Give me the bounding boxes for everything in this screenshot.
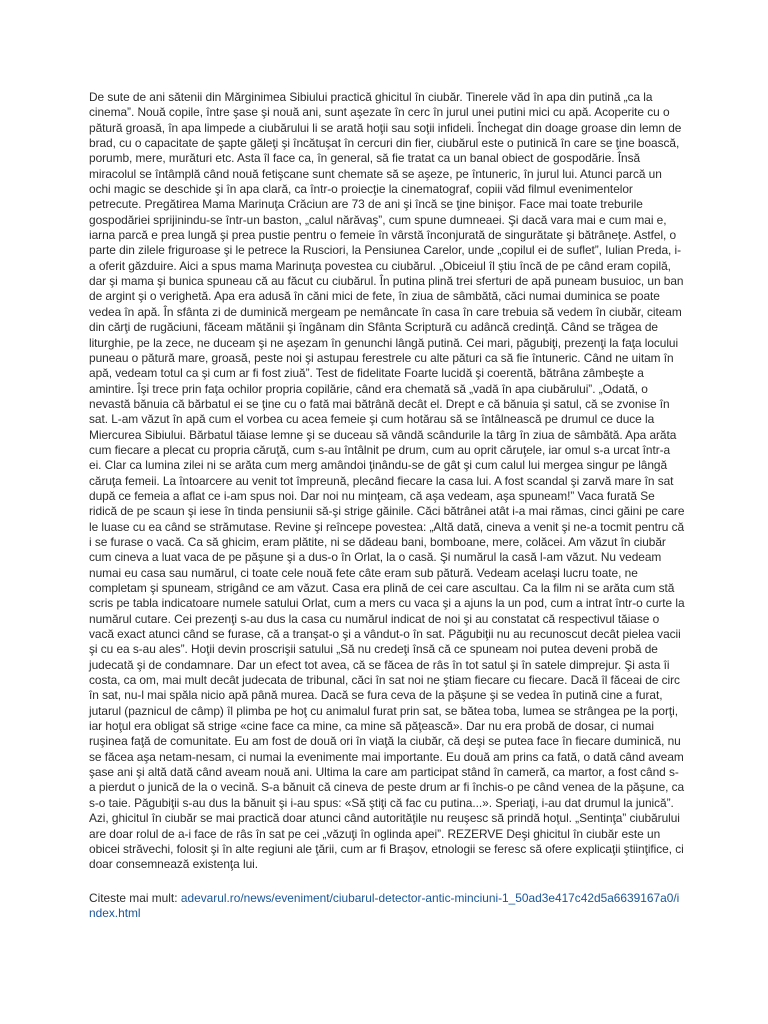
source-line	[89, 891, 685, 922]
source-link[interactable]: adevarul.ro/news/eveniment/ciubarul-detector-antic-minciuni-1_50ad3e417c42d5a6639167a0/index.html	[89, 890, 680, 920]
document-page	[89, 90, 685, 921]
source-label: Citeste mai mult:	[89, 890, 181, 905]
article-body-text: De sute de ani sătenii din Mărginimea Sibiului practică ghicitul în ciubăr. Tinerele văd în apa din putină „ca la cinema”. Nouă copile, între şase şi nouă ani, sunt aşezate în cerc în jurul unei putini mici cu apă. Acoperite cu o pătură groasă, în apa limpede a ciubărului li se arată hoţii sau soţii infideli. Închegat din doage groase din lemn de brad, cu o capacitate de şapte găleţi şi încătuşat în cercuri din fier, ciubărul este o putinică în care se ţine boască, porumb, mere, murături etc. Asta îl face ca, în general, să fie tratat ca un banal obiect de gospodărie. Însă miracolul se întâmplă când nouă fetişcane sunt chemate să se aşeze, pe întuneric, în jurul lui. Atunci parcă un ochi magic se deschide şi în apa clară, ca într-o proiecţie la cinematograf, copiii văd filmul evenimentelor petrecute. Pregătirea Mama Marinuţa Crăciun are 73 de ani şi încă se ţine binişor. Face mai toate treburile gospodăriei sprijinindu-se într-un baston, „calul nărăvaş”, cum spune dumneaei. Şi dacă vara mai e cum mai e, iarna parcă e prea lungă şi prea pustie pentru o femeie în vârstă înconjurată de singurătate şi bătrâneţe. Astfel, o parte din zilele friguroase şi le petrece la Rusciori, la Pensiunea Carelor, unde „copilul ei de suflet”, Iulian Preda, i-a oferit găzduire. Aici a spus mama Marinuţa povestea cu ciubărul. „Obiceiul îl ştiu încă de pe când eram copilă, dar şi mama şi bunica spuneau că au făcut cu ciubărul. În putina plină trei sferturi de apă puneam busuioc, un ban de argint şi o verighetă. Apa era adusă în căni mici de fete, în ziua de sâmbătă, căci numai duminica se poate vedea în apă. În sfânta zi de duminică mergeam pe nemâncate în casa în care trebuia să vedem în ciubăr, citeam din cărţi de rugăciuni, făceam mătănii şi îngânam din Sfânta Scriptură cu adâncă credinţă. Când se trăgea de liturghie, pe la zece, ne duceam şi ne aşezam în genunchi lângă putină. Cei mari, păgubiţi, prezenţi la faţa locului puneau o pătură mare, groasă, peste noi şi astupau ferestrele cu alte pături ca să fie întuneric. Când ne uitam în apă, vedeam totul ca şi cum ar fi fost ziuă”. Test de fidelitate Foarte lucidă şi coerentă, bătrâna zâmbeşte a amintire. Îşi trece prin faţa ochilor propria copilărie, când era chemată să „vadă în apa ciubărului”. „Odată, o nevastă bănuia că bărbatul ei se ţine cu o fată mai bătrână decât el. Drept e că bănuia şi satul, că se zvonise în sat. L-am văzut în apă cum el vorbea cu acea femeie şi cum hotărau să se întâlnească pe drumul ce duce la Miercurea Sibiului. Bărbatul tăiase lemne şi se duceau să vândă scândurile la târg în ziua de sâmbătă. Apa arăta cum fiecare a plecat cu propria căruţă, cum s-au întâlnit pe drum, cum au oprit căruţele, iar omul s-a urcat într-a ei. Clar ca lumina zilei ni se arăta cum merg amândoi ţinându-se de gât şi cum calul lui mergea singur pe lângă căruţa femeii. La întoarcere au venit tot împreună, plecând fiecare la casa lui. A fost scandal şi zarvă mare în sat după ce femeia a aflat ce i-am spus noi. Dar noi nu minţeam, că aşa vedeam, aşa spuneam!” Vaca furată Se ridică de pe scaun şi iese în tinda pensiunii să-şi strige găinile. Căci bătrânei atât i-a mai rămas, cinci găini pe care le luase cu ea când se strămutase. Revine şi reîncepe povestea: „Altă dată, cineva a venit şi ne-a tocmit pentru că i se furase o vacă. Ca să ghicim, eram plătite, ni se dădeau bani, bomboane, mere, colăcei. Am văzut în ciubăr cum cineva a luat vaca de pe păşune şi a dus-o în Orlat, la o casă. Şi numărul la casă l-am văzut. Nu vedeam numai eu casa sau numărul, ci toate cele nouă fete câte eram sub pătură. Vedeam acelaşi lucru toate, ne completam şi spuneam, strigând ce am văzut. Casa era plină de cei care ascultau. Ca la film ni se arăta cum stă scris pe tabla indicatoare numele satului Orlat, cum a mers cu vaca şi a ajuns la un pod, cum a intrat într-o curte la numărul cutare. Cei prezenţi s-au dus la casa cu numărul indicat de noi şi au constatat că respectivul tăiase o vacă exact atunci când se furase, că a tranşat-o şi a vândut-o în sat. Păgubiţii nu au recunoscut decât pielea vacii şi cu ea s-au ales”. Hoţii devin proscrişii satului „Să nu credeţi însă că ce spuneam noi putea deveni probă de judecată şi de condamnare. Dar un efect tot avea, că se făcea de râs în tot satul şi în satele dimprejur. Şi asta îi costa, ca om, mai mult decât judecata de tribunal, căci în sat noi ne ştiam fiecare cu fiecare. Dacă îl făceai de circ în sat, nu-l mai spăla nicio apă până murea. Dacă se fura ceva de la păşune şi se vedea în putină cine a furat, jutarul (paznicul de câmp) îl plimba pe hoţ cu animalul furat prin sat, se bătea toba, lumea se strângea pe la porţi, iar hoţul era obligat să strige «cine face ca mine, ca mine să păţească». Dar nu era probă de dosar, ci numai ruşinea faţă de comunitate. Eu am fost de două ori în viaţă la ciubăr, că deşi se putea face în fiecare duminică, nu se făcea aşa netam-nesam, ci numai la evenimente mai importante. Eu două am prins ca fată, o dată când aveam şase ani şi altă dată când aveam nouă ani. Ultima la care am participat stând în cameră, ca martor, a fost când s-a pierdut o junică de la o vecină. S-a bănuit că cineva de peste drum ar fi închis-o pe când venea de la păşune, ca s-o taie. Păgubiţii s-au dus la bănuit şi i-au spus: «Să ştiţi că fac cu putina...». Speriaţi, i-au dat drumul la junică”. Azi, ghicitul în ciubăr se mai practică doar atunci când autorităţile nu reuşesc să prindă hoţul. „Sentinţa” ciubărului are doar rolul de a-i face de râs în sat pe cei „văzuţi în oglinda apei”. REZERVE Deşi ghicitul în ciubăr este un obicei străvechi, folosit şi în alte regiuni ale ţării, cum ar fi Braşov, etnologii se feresc să ofere explicaţii ştiinţifice, ci doar consemnează existenţa lui.	[89, 90, 685, 872]
